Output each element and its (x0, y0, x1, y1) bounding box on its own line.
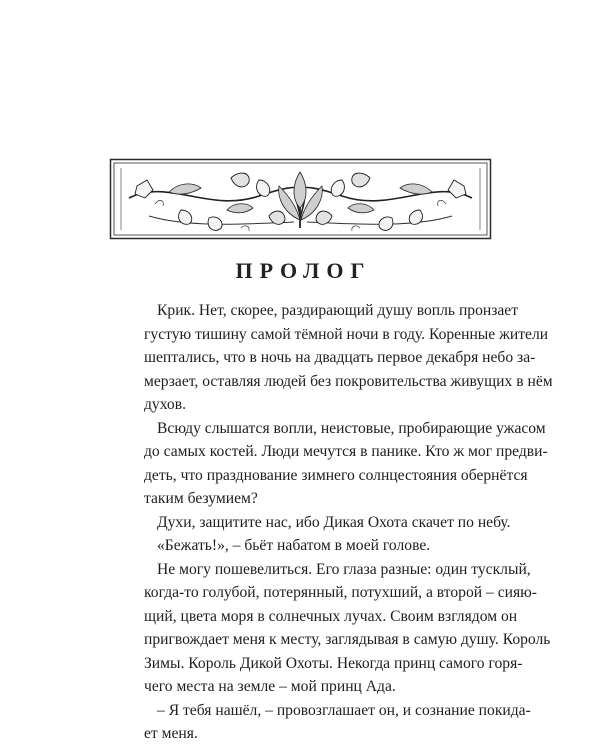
text-line: до самых костей. Люди мечутся в панике. Кто ж мог предви- (144, 443, 548, 460)
text-line: Всюду слышатся вопли, неистовые, пробирающие ужасом (157, 419, 546, 437)
text-line: – Я тебя нашёл, – провозглашает он, и сознание покида- (157, 701, 531, 719)
text-line: чего места на земле – мой принц Ада. (144, 678, 396, 695)
text-line: духов. (144, 396, 186, 413)
text-line: Зимы. Король Дикой Охоты. Некогда принц самого горя- (144, 654, 523, 672)
text-line: густую тишину самой тёмной ночи в году. Коренные жители (144, 325, 549, 343)
text-line: ет меня. (144, 725, 198, 742)
text-line: Не могу пошевелиться. Его глаза разные: один тусклый, (157, 560, 531, 578)
paragraph-6 (144, 699, 531, 746)
paragraph-3 (144, 511, 511, 535)
floral-ornament-svg (109, 158, 492, 240)
floral-ornament-frame (109, 158, 492, 240)
paragraph-1 (144, 299, 553, 417)
chapter-heading: ПРОЛОГ (235, 258, 372, 283)
text-line: «Бежать!», – бьёт набатом в моей голове. (157, 537, 431, 554)
text-line: деть, что празднование зимнего солнцестояния обернётся (144, 466, 528, 484)
text-line: Духи, защитите нас, ибо Дикая Охота скачет по небу. (157, 513, 511, 531)
paragraph-4 (144, 534, 472, 558)
text-line: Крик. Нет, скорее, раздирающий душу вопль пронзает (157, 302, 519, 319)
paragraph-5 (144, 558, 551, 699)
text-line: таким безумием? (144, 490, 258, 507)
paragraph-2 (144, 417, 548, 511)
text-line: щий, цвета моря в солнечных лучах. Своим взглядом он (144, 607, 518, 625)
text-line: пригвождает меня к месту, заглядывая в самую душу. Король (144, 631, 551, 648)
text-line: когда-то голубой, потерянный, потухший, а второй – сияю- (144, 584, 537, 601)
text-line: шептались, что в ночь на двадцать первое декабря небо за- (144, 349, 536, 366)
prologue-text (144, 299, 553, 746)
text-line: мерзает, оставляя людей без покровительства живущих в нём (144, 372, 553, 390)
